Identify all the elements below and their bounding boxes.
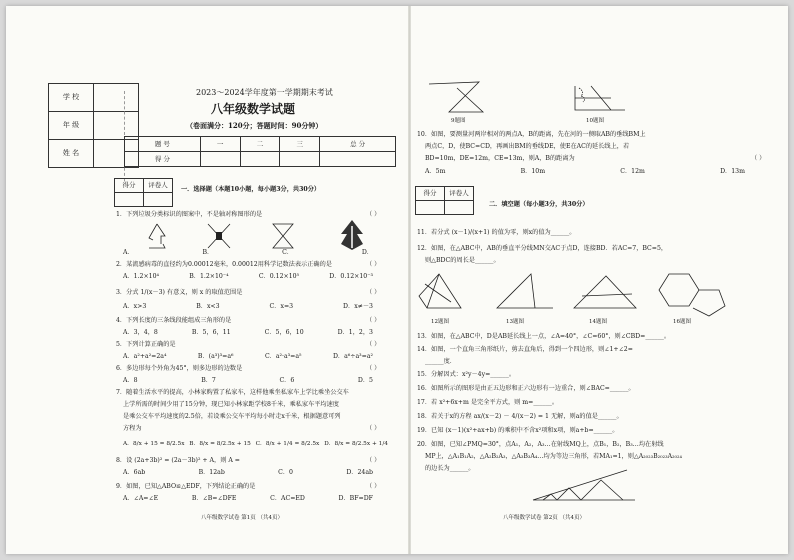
question-10-line2: 两点C，D，使BC=CD，再画出BM的垂线DE，使E在AC的延长线上，若 [425, 143, 630, 150]
grader-cell[interactable] [144, 193, 173, 207]
answer-bracket: （ ） [366, 289, 381, 296]
option-c[interactable]: C．12m [620, 168, 645, 175]
figure-10 [571, 84, 631, 114]
answer-bracket: （ ） [366, 261, 381, 268]
grader-score-label: 得分 [416, 187, 445, 201]
option-c[interactable]: C．6 [279, 377, 295, 384]
option-a[interactable]: A．8/x + 15 = 8/2.5x [123, 441, 185, 447]
answer-bracket: （ ） [751, 155, 766, 162]
question-12-line2: 则△BDC的周长是______。 [425, 257, 500, 264]
grader-cell[interactable] [115, 193, 144, 207]
section1-title: 一．选择题（本题10小题，每小题3分，共30分） [181, 186, 321, 193]
option-c[interactable]: C．0 [278, 469, 293, 476]
fig12-label: 12题图 [431, 319, 449, 325]
q9-options [123, 496, 373, 502]
question-3: 3．分式 1/(x－3) 有意义，则 x 的取值范围是 [116, 289, 243, 296]
school-label: 学 校 [49, 84, 94, 112]
name-label: 姓 名 [49, 140, 94, 168]
question-16: 16．如图所示的图形是由正五边形和正六边形有一边重合，则∠BAC=______。 [417, 385, 635, 392]
option-d[interactable]: D．13m [720, 168, 745, 175]
option-b[interactable]: B．7 [201, 377, 216, 384]
q1-options [123, 250, 373, 256]
cross-arrows-icon [208, 224, 230, 248]
question-14-line2: ______度． [425, 358, 456, 365]
question-14-line1: 14．如图，一个直角三角形纸片，剪去直角后，得到一个四边形，则∠1+∠2= [417, 346, 633, 353]
question-7-line3: 是乘公交车平均速度的2.5倍，若设乘公交车平均每小时走x千米，根据题意可列 [123, 413, 341, 420]
recycle-icons [141, 220, 391, 254]
question-13: 13．如图，在△ABC中，D是AB延长线上一点，∠A=40°，∠C=60°，则∠CBD=______。 [417, 333, 671, 340]
left-page [6, 6, 408, 554]
question-7-line2: 上学所需的时间少用了15分钟，现已知小林家距学校8千米，乘私家车平均速度 [123, 401, 339, 408]
grader-box-2 [415, 186, 474, 215]
right-page [411, 6, 788, 554]
question-4: 4．下列长度的三条线段能组成三角形的是 [116, 317, 232, 324]
score-table [124, 136, 396, 167]
option-b[interactable]: B．12ab [198, 469, 225, 476]
option-d[interactable]: D． [361, 249, 373, 256]
option-b[interactable]: B．∠B=∠DFE [191, 495, 237, 502]
right-footer: 八年级数学试卷 第2页 （共4页） [503, 515, 585, 521]
grader-cell[interactable] [445, 201, 474, 215]
option-d[interactable]: D．1，2，3 [337, 329, 373, 336]
grader-name-label: 评卷人 [445, 187, 474, 201]
figure-9 [427, 78, 487, 116]
exam-year: 2023～2024学年度第一学期期末考试 [196, 88, 333, 97]
option-d[interactable]: D．x≠－3 [343, 303, 373, 310]
left-footer: 八年级数学试卷 第1页 （共4页） [201, 515, 283, 521]
option-d[interactable]: D．8/x = 8/2.5x + 1/4 [324, 441, 388, 447]
figure-16 [659, 274, 725, 316]
score-cell[interactable] [280, 152, 320, 167]
option-a[interactable]: A． [123, 249, 134, 256]
q3-options [123, 304, 373, 310]
score-row-label: 得 分 [125, 152, 201, 167]
figure-20 [531, 468, 641, 504]
score-header: 三 [280, 137, 320, 152]
exam-info: （卷面满分：120分；答题时间：90分钟） [186, 121, 323, 130]
option-d[interactable]: D．a⁶÷a³=a² [332, 353, 373, 360]
option-b[interactable]: B．x<3 [196, 303, 220, 310]
question-6: 6．多边形每个外角为45°，则多边形的边数是 [116, 365, 243, 372]
question-17: 17．若 x²+6x+m 是完全平方式，则 m=______。 [417, 399, 559, 406]
option-a[interactable]: A．x>3 [123, 303, 147, 310]
grader-cell[interactable] [416, 201, 445, 215]
question-15: 15．分解因式：x²y－4y=______。 [417, 371, 516, 378]
option-a[interactable]: A．5m [425, 168, 446, 175]
question-10-line3: BD=10m，DE=12m，CE=13m，则A，B的距离为 [425, 155, 575, 162]
figure-14 [574, 276, 636, 308]
q10-options [425, 169, 745, 175]
question-9: 9．如图，已知△ABO≌△EDF，下列结论正确的是 [116, 483, 256, 490]
question-8: 8．设 (2a+3b)² = (2a－3b)² + A，则 A = [116, 457, 240, 464]
fig10-label: 10题图 [586, 118, 604, 124]
question-20-line3: 的边长为______。 [425, 465, 475, 472]
option-b[interactable]: B．(a³)³=a⁶ [197, 353, 234, 360]
option-a[interactable]: A．a²+a²=2a⁴ [123, 353, 167, 360]
answer-bracket: （ ） [366, 341, 381, 348]
answer-bracket: （ ） [366, 211, 381, 218]
question-7-line4: 方程为 [123, 425, 142, 432]
fig13-label: 13题图 [506, 319, 524, 325]
option-c[interactable]: C．a²·a³=a⁵ [264, 353, 302, 360]
option-b[interactable]: B．5，6，11 [191, 329, 231, 336]
answer-bracket: （ ） [366, 365, 381, 372]
q4-options [123, 330, 373, 336]
option-b[interactable]: B．1.2×10⁻⁴ [189, 273, 229, 280]
q6-options [123, 378, 373, 384]
option-a[interactable]: A．1.2×10⁴ [123, 273, 160, 280]
option-d[interactable]: D．5 [357, 377, 373, 384]
fig16-label: 16题图 [673, 319, 691, 325]
score-header: 一 [200, 137, 240, 152]
answer-bracket: （ ） [366, 425, 381, 432]
q7-options [123, 442, 388, 448]
q8-options [123, 470, 373, 476]
figures-12-16 [417, 268, 777, 318]
hourglass-icon [273, 224, 293, 248]
option-b[interactable]: B．8/x = 8/2.5x + 15 [189, 441, 251, 447]
grader-box [114, 178, 173, 207]
question-7-line1: 7．随着生活水平的提高，小林家购置了私家车，这样他乘坐私家车上学比乘坐公交车 [116, 389, 349, 396]
option-c[interactable]: C．5，6，10 [264, 329, 304, 336]
option-d[interactable]: D．BF=DF [338, 495, 373, 502]
option-c[interactable]: C．0.12×10⁵ [258, 273, 300, 280]
score-cell[interactable] [240, 152, 280, 167]
score-cell[interactable] [320, 152, 396, 167]
question-19: 19．已知 (x－1)(x²+ax+b) 的乘积中不含x²项和x项，则a+b=______。 [417, 427, 619, 434]
answer-bracket: （ ） [366, 457, 381, 464]
option-a[interactable]: A．8 [123, 377, 138, 384]
question-2: 2．某流感病毒的直径约为0.00012毫米，0.00012用科学记数法表示正确的是 [116, 261, 332, 268]
score-header: 题 号 [125, 137, 201, 152]
grader-name-label: 评卷人 [144, 179, 173, 193]
score-header: 二 [240, 137, 280, 152]
option-d[interactable]: D．0.12×10⁻³ [329, 273, 373, 280]
figure-13 [497, 274, 553, 308]
fig9-label: 9题图 [451, 118, 466, 124]
question-18: 18．若关于x的方程 ax/(x－2) － 4/(x－2) = 1 无解，则a的值是______。 [417, 413, 623, 420]
score-header: 总 分 [320, 137, 396, 152]
question-11: 11．若分式 (x－1)/(x+1) 的值为零，则x的值为______。 [417, 229, 576, 236]
option-b[interactable]: B． [202, 249, 214, 256]
fig14-label: 14题图 [589, 319, 607, 325]
answer-bracket: （ ） [366, 317, 381, 324]
q2-options [123, 274, 373, 280]
answer-bracket: （ ） [366, 483, 381, 490]
grade-label: 年 级 [49, 112, 94, 140]
tree-icon [341, 220, 363, 250]
option-c[interactable]: C． [282, 249, 293, 256]
option-a[interactable]: A．∠A=∠E [123, 495, 159, 502]
option-c[interactable]: C．8/x + 1/4 = 8/2.5x [255, 441, 320, 447]
section2-title: 二．填空题（每小题3分，共30分） [489, 201, 589, 208]
score-cell[interactable] [200, 152, 240, 167]
option-a[interactable]: A．3，4，8 [123, 329, 158, 336]
exam-paper [6, 6, 788, 554]
question-5: 5．下列计算正确的是 [116, 341, 176, 348]
option-d[interactable]: D．24ab [346, 469, 373, 476]
option-c[interactable]: C．AC=ED [270, 495, 305, 502]
figure-12 [419, 274, 461, 308]
q5-options [123, 354, 373, 360]
option-a[interactable]: A．6ab [123, 469, 146, 476]
question-20-line1: 20．如图，已知∠PMQ=30°，点A₁，A₂，A₃…在射线MQ上，点B₁，B₂，B₃…均在射线 [417, 441, 664, 448]
question-12-line1: 12．如图，在△ABC中，AB的垂直平分线MN交AC于点D，连接BD．若AC=7，BC=5， [417, 245, 668, 252]
option-b[interactable]: B．10m [520, 168, 546, 175]
question-1: 1．下列垃圾分类标识的图案中，不是轴对称图形的是 [116, 211, 263, 218]
question-20-line2: MP上，△A₁B₁A₂，△A₂B₂A₃，△A₃B₃A₄…均为等边三角形，若MA₁=1，则△A₂₀₂₃B₂₀₂₃A₂₀₂₄ [425, 453, 682, 460]
exam-title: 八年级数学试题 [211, 102, 296, 116]
question-10-line1: 10．如图，要测量河两岸相对的两点A，B的距离，先在河的一侧取AB的垂线BM上 [417, 131, 646, 138]
option-c[interactable]: C．x=3 [269, 303, 294, 310]
recycle-icon [149, 224, 165, 248]
grader-score-label: 得分 [115, 179, 144, 193]
